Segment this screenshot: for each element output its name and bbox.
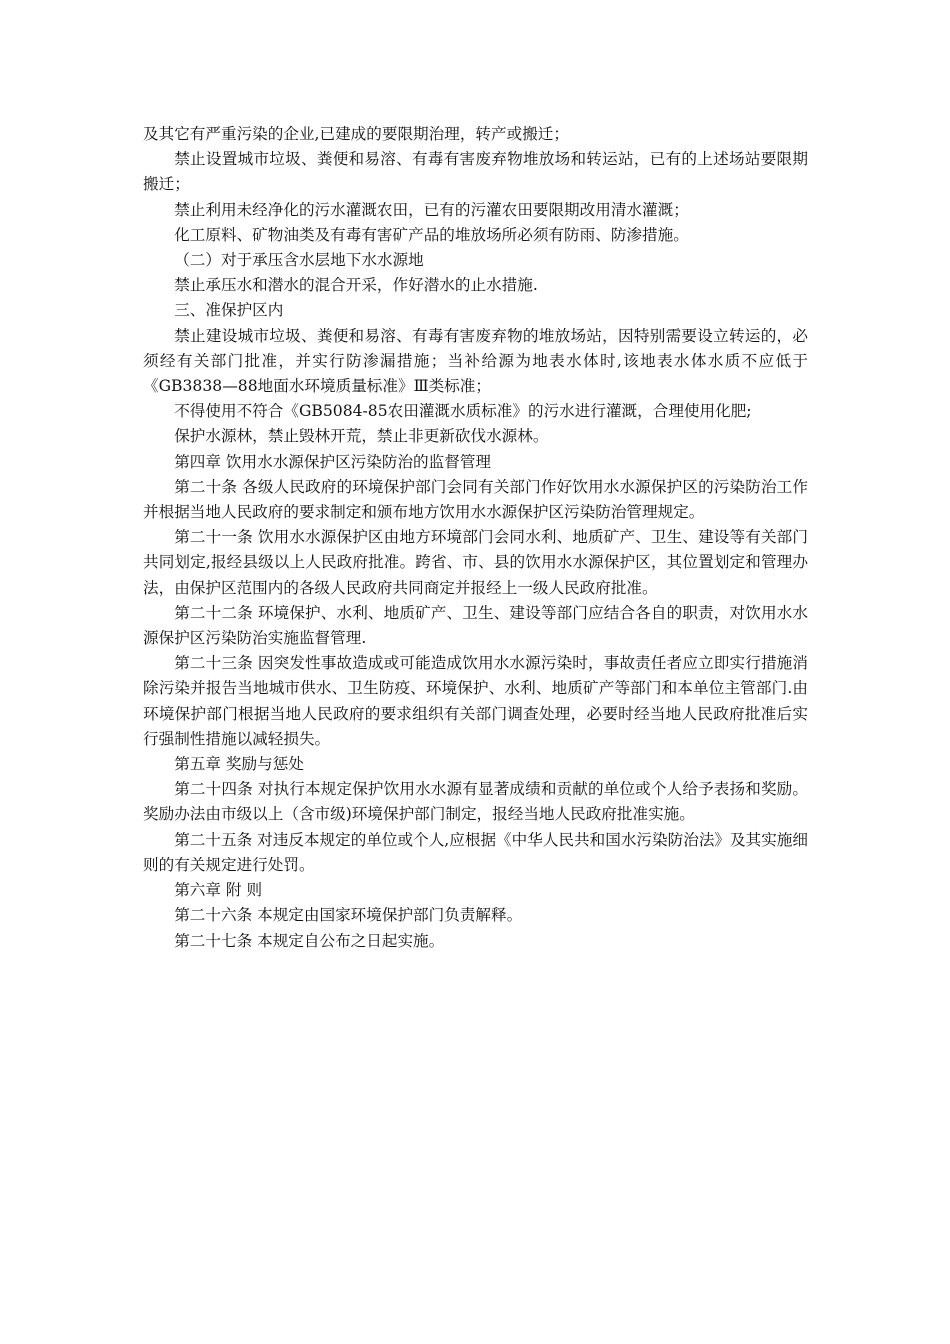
- article-26: 第二十六条 本规定由国家环境保护部门负责解释。: [174, 906, 523, 925]
- paragraph-irrigation-standard: 不得使用不符合《GB5084-85农田灌溉水质标准》的污水进行灌溉，合理使用化肥;: [174, 402, 752, 421]
- paragraph-ban-waste-sites: 禁止设置城市垃圾、粪便和易溶、有毒有害废弃物堆放场和转运站，已有的上述场站要限期搬迁；: [143, 150, 808, 194]
- article-24: 第二十四条 对执行本规定保护饮用水水源有显著成绩和贡献的单位或个人给予表扬和奖励。奖励办法由市级以上（含市级)环境保护部门制定，报经当地人民政府批准实施。: [143, 780, 808, 824]
- chapter-heading-6: 第六章 附 则: [174, 881, 263, 900]
- article-21: 第二十一条 饮用水水源保护区由地方环境部门会同水利、地质矿产、卫生、建设等有关部门共同划定,报经县级以上人民政府批准。跨省、市、县的饮用水水源保护区，其位置划定和管理办法，由保护区范围内的各级人民政府共同商定并报经上一级人民政府批准。: [143, 528, 808, 597]
- paragraph-protect-forest: 保护水源林，禁止毁林开荒，禁止非更新砍伐水源林。: [174, 427, 549, 446]
- article-23: 第二十三条 因突发性事故造成或可能造成饮用水水源污染时，事故责任者应立即实行措施消除污染并报告当地城市供水、卫生防疫、环境保护、水利、地质矿产等部门和本单位主管部门.由环境保护部门根据当地人民政府的要求组织有关部门调查处理，必要时经当地人民政府批准后实行强制性措施以减轻损失。: [143, 654, 808, 748]
- section-heading-quasi-protection: 三、准保护区内: [174, 301, 284, 320]
- paragraph-ban-sewage-irrigation: 禁止利用未经净化的污水灌溉农田，已有的污灌农田要限期改用清水灌溉；: [174, 200, 689, 219]
- paragraph-continuation: 及其它有严重污染的企业,已建成的要限期治理，转产或搬迁；: [143, 125, 569, 143]
- subsection-heading-confined-aquifer: （二）对于承压含水层地下水水源地: [174, 251, 424, 270]
- paragraph-transfer-station: 禁止建设城市垃圾、粪便和易溶、有毒有害废弃物的堆放场站，因特别需要设立转运的，必须经有关部门批准，并实行防渗漏措施；当补给源为地表水体时,该地表水体水质不应低于《GB3838—88地面水环境质量标准》Ⅲ类标准；: [143, 326, 808, 396]
- document-page: [143, 122, 808, 954]
- chapter-heading-4: 第四章 饮用水水源保护区污染防治的监督管理: [174, 452, 492, 471]
- paragraph-mixed-extraction: 禁止承压水和潜水的混合开采，作好潜水的止水措施.: [174, 276, 538, 295]
- paragraph-chemical-storage: 化工原料、矿物油类及有毒有害矿产品的堆放场所必须有防雨、防渗措施。: [174, 225, 689, 244]
- article-22: 第二十二条 环境保护、水利、地质矿产、卫生、建设等部门应结合各自的职责，对饮用水水源保护区污染防治实施监督管理.: [143, 603, 808, 648]
- article-25: 第二十五条 对违反本规定的单位或个人,应根据《中华人民共和国水污染防治法》及其实施细则的有关规定进行处罚。: [143, 830, 808, 874]
- chapter-heading-5: 第五章 奖励与惩处: [174, 755, 304, 774]
- article-20: 第二十条 各级人民政府的环境保护部门会同有关部门作好饮用水水源保护区的污染防治工作并根据当地人民政府的要求制定和颁布地方饮用水水源保护区污染防治管理规定。: [143, 477, 808, 522]
- article-27: 第二十七条 本规定自公布之日起实施。: [174, 931, 445, 950]
